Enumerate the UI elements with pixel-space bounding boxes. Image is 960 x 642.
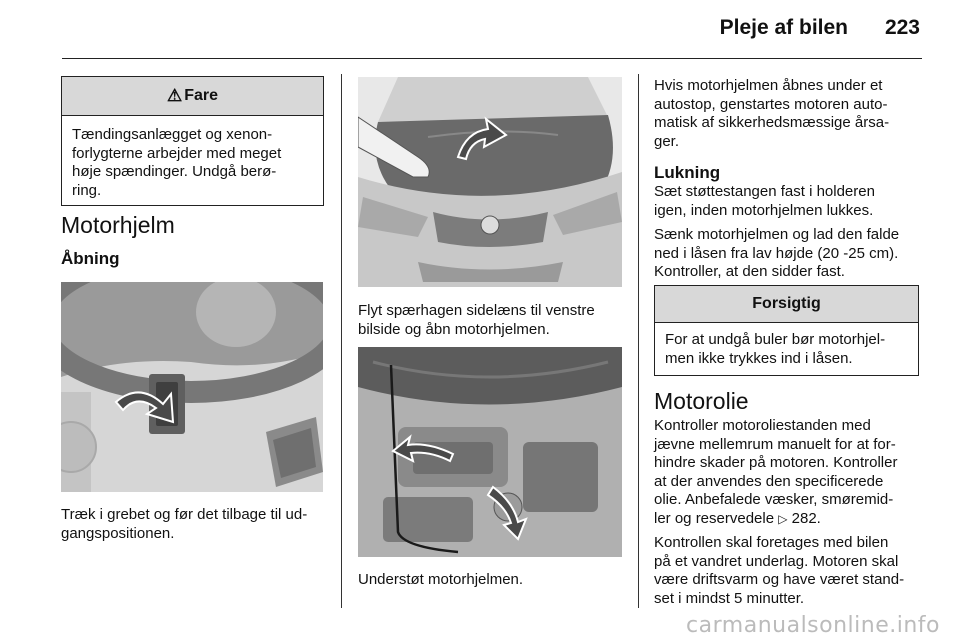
text-line: Hvis motorhjelmen åbnes under et (654, 77, 883, 94)
subsection-title-abning: Åbning (61, 249, 120, 268)
paragraph-closing-2 (654, 226, 926, 282)
text-fragment: ler og reservedele (654, 509, 775, 527)
text-line: matisk af sikkerhedsmæssige årsa- (654, 114, 890, 132)
caution-box (654, 285, 919, 376)
caution-box-title: Forsigtig (655, 286, 918, 323)
photo-hood-release-lever (61, 282, 323, 492)
section-title-motorhjelm: Motorhjelm (61, 212, 175, 238)
text-line: Sæt støttestangen fast i holderen (654, 183, 875, 200)
text-line: Træk i grebet og før det tilbage til ud- (61, 506, 308, 523)
text-line: Kontrollen skal foretages med bilen (654, 534, 889, 551)
paragraph-oil-check (654, 417, 929, 529)
text-line: Sænk motorhjelmen og lad den falde (654, 226, 900, 243)
section-title-motorolie: Motorolie (654, 388, 749, 414)
text-line: hindre skader på motoren. Kontroller (654, 454, 898, 472)
paragraph-oil-conditions (654, 534, 929, 608)
text-line: jævne mellemrum manuelt for at for- (654, 435, 896, 453)
paragraph-closing-1 (654, 183, 926, 220)
caution-box-text (655, 323, 918, 378)
text-line: autostop, genstartes motoren auto- (654, 95, 888, 113)
text-line: Flyt spærhagen sidelæns til venstre (358, 302, 595, 319)
page-reference-arrow-icon: ▷ (778, 511, 788, 526)
caption-support-hood: Understøt motorhjelmen. (358, 571, 524, 588)
caption-pull-lever (61, 506, 327, 543)
text-line: men ikke trykkes ind i låsen. (665, 349, 853, 367)
photo-engine-bay-support-rod (358, 347, 622, 557)
text-line: gangspositionen. (61, 524, 175, 542)
page-header-title: Pleje af bilen (719, 16, 848, 39)
warning-triangle-icon: ⚠ (166, 86, 183, 105)
danger-box-text (62, 116, 323, 210)
danger-box (61, 76, 324, 206)
text-line: Tændingsanlægget og xenon- (72, 126, 273, 143)
text-line: igen, inden motorhjelmen lukkes. (654, 201, 874, 219)
column-divider-2 (638, 74, 639, 608)
watermark: carmanualsonline.info (686, 613, 940, 638)
subsection-title-lukning: Lukning (654, 163, 721, 182)
text-line: ger. (654, 132, 680, 150)
text-line: bilside og åbn motorhjelmen. (358, 320, 550, 338)
text-line: olie. Anbefalede væsker, smøremid- (654, 491, 894, 509)
text-line (654, 510, 929, 529)
photo-car-front-hood (358, 77, 622, 287)
text-line: ring. (72, 181, 102, 199)
text-line: på et vandret underlag. Motoren skal (654, 552, 899, 570)
column-divider-1 (341, 74, 342, 608)
text-line: For at undgå buler bør motorhjel- (665, 331, 886, 348)
text-line: set i mindst 5 minutter. (654, 589, 805, 607)
text-line: ned i låsen fra lav højde (20 -25 cm). (654, 244, 899, 262)
danger-box-header (62, 77, 323, 116)
text-line: høje spændinger. Undgå berø- (72, 163, 277, 181)
text-line: forlygterne arbejder med meget (72, 144, 282, 162)
text-line: Kontroller, at den sidder fast. (654, 263, 845, 281)
page-reference-link[interactable]: 282. (791, 509, 821, 527)
text-line: være driftsvarm og have været stand- (654, 571, 905, 589)
text-line: at der anvendes den specificerede (654, 472, 884, 490)
danger-box-title: Fare (184, 87, 219, 104)
header-rule (62, 58, 922, 59)
page-number: 223 (884, 16, 920, 39)
caption-open-hood (358, 302, 628, 339)
text-line: Kontroller motoroliestanden med (654, 417, 871, 434)
paragraph-autostop (654, 77, 924, 151)
